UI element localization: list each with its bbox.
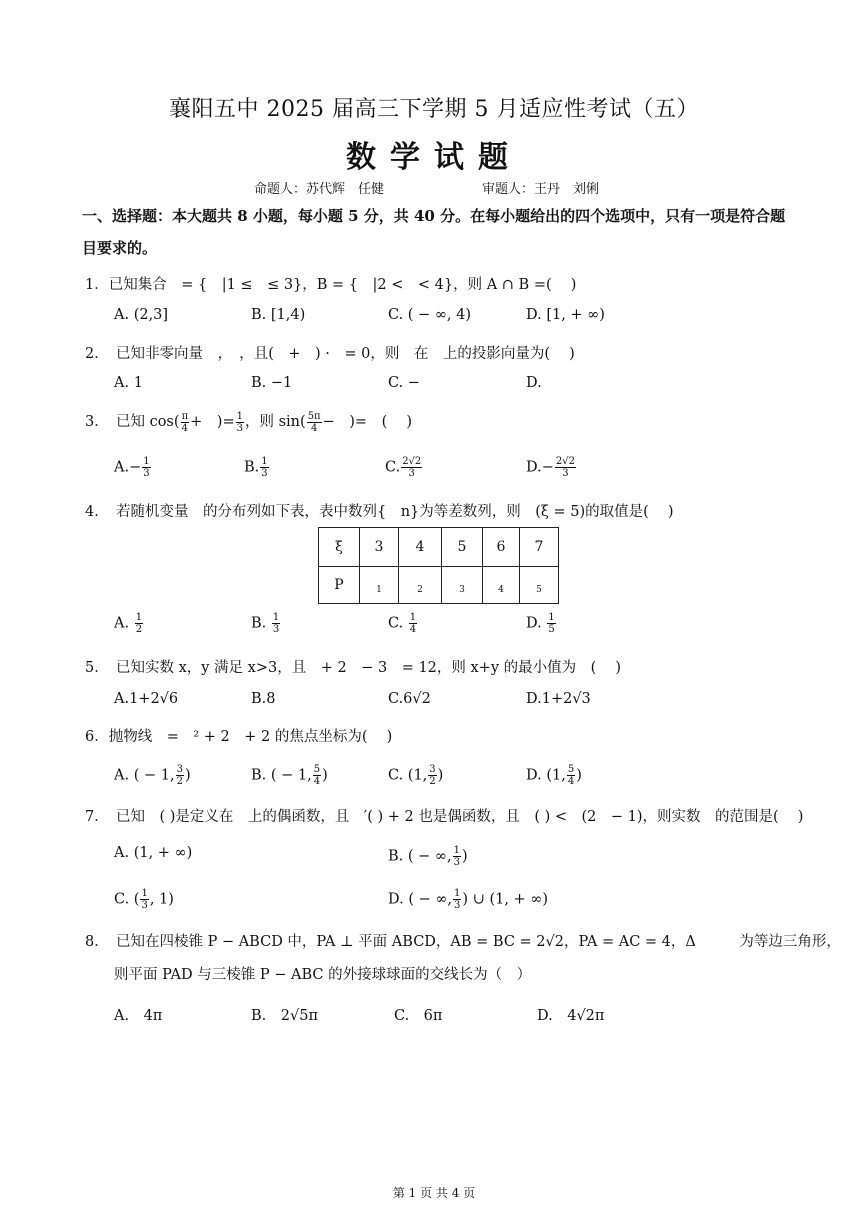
table-cell: 3 (442, 567, 483, 604)
distribution-table (318, 527, 559, 604)
q3-option-b: B. $\frac{1}{3}$ (244, 456, 268, 479)
q6-option-b: B. ( − 1, $\frac{5}{4}$ ) (251, 764, 328, 787)
q8-option-c: C. 6π (394, 1008, 443, 1024)
question-8-line-1: 8． 已知在四棱锥 P − ABCD 中，PA ⊥ 平面 ABCD，AB = BC = 2√2，PA = AC = 4，Δ 为等边三角形， (85, 934, 841, 950)
q5-option-d: D.1+2√3 (526, 691, 591, 707)
question-3: 3． 已知 cos( $\frac{\pi}{4}$ + )= $\frac{1}{3}$ ，则 sin( $\frac{5\pi}{4}$ − )= ( ) (85, 410, 413, 434)
table-cell: 2 (399, 567, 442, 604)
table-cell: 5 (520, 567, 559, 604)
subject-title: 数学试题 (346, 140, 522, 175)
question-8-line-2: 则平面 PAD 与三棱锥 P − ABC 的外接球球面的交线长为（ ） (114, 967, 532, 983)
q4-option-c: C. $\frac{1}{4}$ (388, 612, 417, 635)
q5-option-b: B.8 (251, 691, 276, 707)
q5-option-c: C.6√2 (388, 691, 431, 707)
question-2: 2． 已知非零向量 ， ，且( + ) · = 0，则 在 上的投影向量为( ) (85, 346, 575, 362)
page-number: 第 1 页 共 4 页 (392, 1186, 476, 1200)
setters: 命题人：苏代辉 任健 (254, 182, 385, 197)
q1-option-d: D. [1, + ∞) (526, 307, 605, 323)
q6-option-a: A. ( − 1, $\frac{3}{2}$ ) (114, 764, 191, 787)
question-1: 1．已知集合 = { |1 ≤ ≤ 3}，B = { |2 < < 4}，则 A ∩ B =( ) (85, 277, 577, 293)
table-cell: 3 (360, 528, 399, 567)
table-cell: 6 (483, 528, 520, 567)
q3-option-d: D.− $\frac{2√2}{3}$ (526, 456, 575, 479)
q1-option-a: A. (2,3] (114, 307, 169, 323)
q4-option-d: D. $\frac{1}{5}$ (526, 612, 555, 635)
q7-option-c: C. ( $\frac{1}{3}$ , 1) (114, 888, 174, 911)
q6-option-c: C. (1, $\frac{3}{2}$ ) (388, 764, 444, 787)
q7-option-a: A. (1, + ∞) (114, 845, 193, 861)
q8-option-d: D. 4√2π (537, 1008, 605, 1024)
question-5: 5． 已知实数 x，y 满足 x>3，且 + 2 − 3 = 12，则 x+y 的最小值为 ( ) (85, 660, 622, 676)
table-cell: 7 (520, 528, 559, 567)
q3-option-c: C. $\frac{2√2}{3}$ (385, 456, 422, 479)
q8-option-b: B. 2√5π (251, 1008, 318, 1024)
q1-option-c: C. ( − ∞, 4) (388, 307, 471, 323)
reviewers: 审题人：王丹 刘俐 (482, 182, 600, 197)
q7-option-d: D. ( − ∞, $\frac{1}{3}$ ) ∪ (1, + ∞) (388, 888, 549, 911)
q3-option-a: A.− $\frac{1}{3}$ (114, 456, 150, 479)
table-cell: 4 (399, 528, 442, 567)
q6-option-d: D. (1, $\frac{5}{4}$ ) (526, 764, 582, 787)
q7-option-b: B. ( − ∞, $\frac{1}{3}$ ) (388, 845, 468, 868)
table-cell: 5 (442, 528, 483, 567)
section-heading: 一、选择题：本大题共 8 小题，每小题 5 分，共 40 分。在每小题给出的四个选项中，只有一项是符合题目要求的。 (82, 207, 786, 257)
q2-option-c: C. − (388, 375, 420, 391)
q4-option-a: A. $\frac{1}{2}$ (114, 612, 143, 635)
question-6: 6．抛物线 = ² + 2 + 2 的焦点坐标为( ) (85, 729, 393, 745)
q2-option-a: A. 1 (114, 375, 143, 391)
table-cell: P (319, 567, 360, 604)
question-4: 4． 若随机变量 的分布列如下表，表中数列{ n}为等差数列，则 (ξ = 5)的取值是( ) (85, 504, 674, 520)
q5-option-a: A.1+2√6 (114, 691, 179, 707)
table-cell: 4 (483, 567, 520, 604)
q2-option-d: D. (526, 375, 542, 391)
q1-option-b: B. [1,4) (251, 307, 306, 323)
question-7: 7． 已知 ( )是定义在 上的偶函数，且 ′( ) + 2 也是偶函数，且 ( ) < (2 − 1)，则实数 的范围是( ) (85, 809, 804, 825)
exam-title: 襄阳五中 2025 届高三下学期 5 月适应性考试（五） (169, 97, 699, 122)
q8-option-a: A. 4π (114, 1008, 163, 1024)
table-cell: 1 (360, 567, 399, 604)
q4-option-b: B. $\frac{1}{3}$ (251, 612, 280, 635)
table-cell: ξ (319, 528, 360, 567)
author-line (254, 178, 600, 197)
q2-option-b: B. −1 (251, 375, 293, 391)
